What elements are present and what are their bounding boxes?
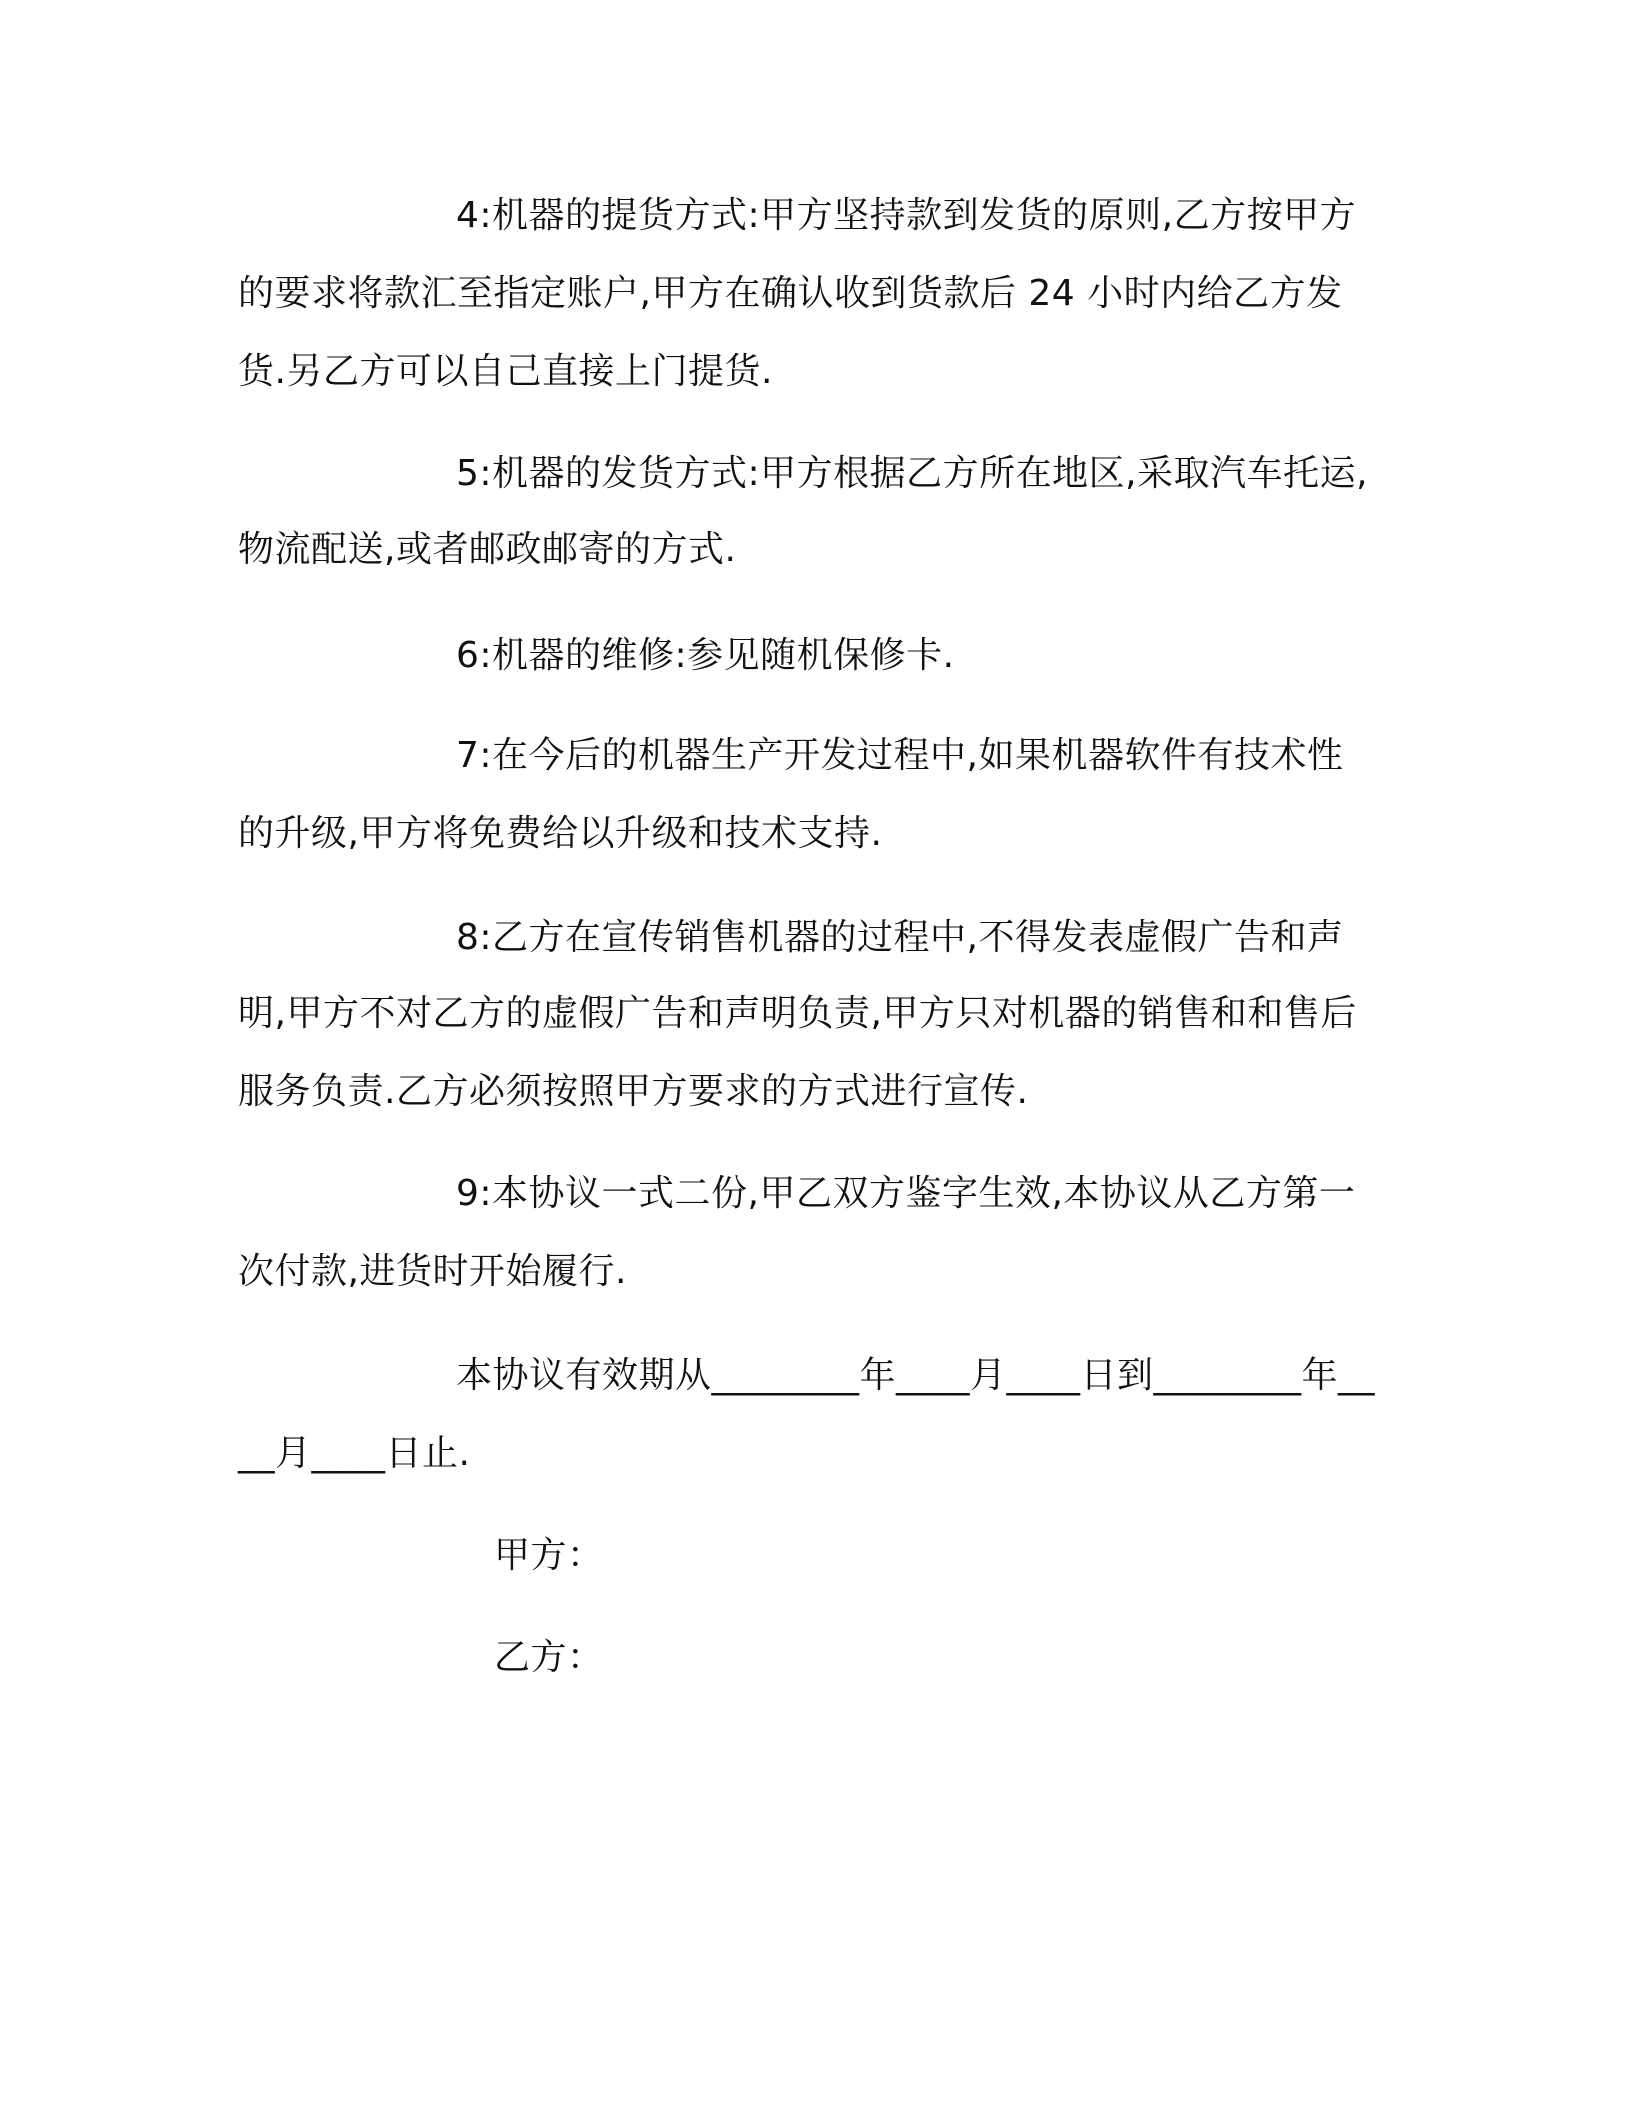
clause-9-line-1: 9:本协议一式二份,甲乙双方鉴字生效,本协议从乙方第一 [456,1173,1356,1214]
clause-8-line-1: 8:乙方在宣传销售机器的过程中,不得发表虚假广告和声 [456,917,1344,958]
clause-8-line-2: 明,甲方不对乙方的虚假广告和声明负责,甲方只对机器的销售和和售后 [238,993,1357,1034]
validity-line-2: __月____日止. [238,1433,471,1474]
clause-4-line-1: 4:机器的提货方式:甲方坚持款到发货的原则,乙方按甲方 [456,195,1357,236]
clause-5-line-2: 物流配送,或者邮政邮寄的方式. [238,529,737,570]
party-a-signature-label: 甲方： [494,1535,604,1576]
clause-8-line-3: 服务负责.乙方必须按照甲方要求的方式进行宣传. [238,1071,1029,1112]
validity-line-1: 本协议有效期从________年____月____日到________年__ [456,1355,1376,1396]
clause-5-line-1: 5:机器的发货方式:甲方根据乙方所在地区,采取汽车托运, [456,453,1369,494]
clause-6-line-1: 6:机器的维修:参见随机保修卡. [456,635,955,676]
clause-9-line-2: 次付款,进货时开始履行. [238,1251,627,1292]
clause-7-line-1: 7:在今后的机器生产开发过程中,如果机器软件有技术性 [456,735,1344,776]
clause-7-line-2: 的升级,甲方将免费给以升级和技术支持. [238,813,883,854]
clause-4-line-3: 货.另乙方可以自己直接上门提货. [238,351,773,392]
clause-4-line-2: 的要求将款汇至指定账户,甲方在确认收到货款后 24 小时内给乙方发 [238,273,1343,314]
party-b-signature-label: 乙方： [494,1637,604,1678]
